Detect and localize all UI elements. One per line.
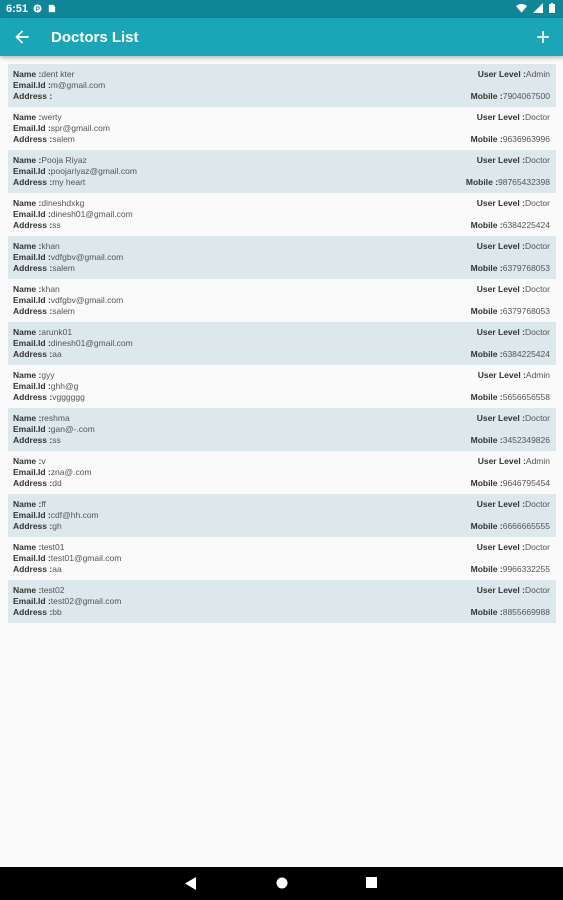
- app-bar: [0, 18, 563, 56]
- doctor-user-level-value: Admin: [525, 69, 550, 79]
- doctor-user-level-value: Admin: [525, 370, 550, 380]
- doctor-mobile-label: Mobile :: [470, 478, 503, 488]
- doctor-email-value: vdfgbv@gmail.com: [50, 252, 124, 262]
- doctor-name-label: Name :: [13, 542, 42, 552]
- doctor-name: [13, 413, 70, 423]
- doctor-user-level-label: User Level :: [476, 542, 525, 552]
- doctor-email: [13, 424, 95, 434]
- doctor-name-label: Name :: [13, 456, 42, 466]
- doctor-mobile-label: Mobile :: [465, 177, 498, 187]
- doctor-list-item[interactable]: [8, 494, 556, 537]
- doctor-email-value: spr@gmail.com: [50, 123, 110, 133]
- doctor-address: [13, 435, 61, 445]
- doctor-mobile-value: 5656656558: [502, 392, 550, 402]
- doctor-email-label: Email.Id :: [13, 252, 51, 262]
- doctor-user-level: [477, 327, 550, 337]
- sim-card-icon: [47, 4, 56, 13]
- doctor-mobile: [471, 478, 550, 488]
- doctor-address-value: vgggggg: [52, 392, 85, 402]
- doctor-user-level: [477, 241, 550, 251]
- doctor-user-level-label: User Level :: [477, 456, 526, 466]
- status-time: 6:51: [6, 3, 29, 15]
- doctor-email-value: zna@.com: [50, 467, 92, 477]
- doctor-user-level: [477, 198, 550, 208]
- doctor-email: [13, 209, 133, 219]
- doctor-email-label: Email.Id :: [13, 295, 51, 305]
- doctor-mobile: [471, 392, 550, 402]
- doctor-name-label: Name :: [13, 198, 42, 208]
- doctor-email-value: dinesh01@gmail.com: [50, 209, 133, 219]
- doctor-address: [13, 392, 85, 402]
- navigation-bar: [0, 867, 563, 900]
- doctor-name-label: Name :: [13, 499, 42, 509]
- doctor-mobile-label: Mobile :: [470, 392, 503, 402]
- doctor-email-label: Email.Id :: [13, 166, 51, 176]
- doctor-address-label: Address :: [13, 306, 53, 316]
- doctor-address-label: Address :: [13, 607, 53, 617]
- doctor-email: [13, 467, 92, 477]
- doctor-user-level: [478, 456, 550, 466]
- doctor-address-value: gh: [52, 521, 62, 531]
- doctor-address-label: Address :: [13, 478, 53, 488]
- doctor-name-label: Name :: [13, 241, 42, 251]
- doctor-mobile-label: Mobile :: [470, 263, 503, 273]
- doctor-user-level-label: User Level :: [476, 327, 525, 337]
- doctor-name-value: arunk01: [41, 327, 73, 337]
- doctor-address-label: Address :: [13, 91, 53, 101]
- doctor-email-label: Email.Id :: [13, 80, 51, 90]
- doctor-list-item[interactable]: [8, 537, 556, 580]
- doctor-mobile-label: Mobile :: [470, 564, 503, 574]
- doctor-name-value: khan: [41, 241, 60, 251]
- doctor-mobile: [471, 349, 550, 359]
- doctor-user-level-value: Doctor: [524, 327, 550, 337]
- doctor-name-value: werty: [41, 112, 62, 122]
- doctor-address-value: aa: [52, 564, 62, 574]
- doctor-mobile-value: 6384225424: [502, 220, 550, 230]
- doctor-email-value: vdfgbv@gmail.com: [50, 295, 124, 305]
- doctor-user-level-value: Doctor: [524, 155, 550, 165]
- doctor-mobile-label: Mobile :: [470, 607, 503, 617]
- doctor-email-label: Email.Id :: [13, 553, 51, 563]
- doctor-user-level-label: User Level :: [476, 198, 525, 208]
- doctor-user-level-value: Doctor: [524, 198, 550, 208]
- doctor-name-label: Name :: [13, 284, 42, 294]
- doctor-user-level-label: User Level :: [476, 155, 525, 165]
- doctor-address-label: Address :: [13, 521, 53, 531]
- doctor-address-label: Address :: [13, 134, 53, 144]
- doctor-user-level-label: User Level :: [476, 499, 525, 509]
- doctor-list-item[interactable]: [8, 451, 556, 494]
- doctor-name-label: Name :: [13, 69, 42, 79]
- doctor-mobile: [471, 521, 550, 531]
- doctor-name-label: Name :: [13, 370, 42, 380]
- page-title: Doctors List: [51, 29, 139, 46]
- doctor-user-level: [477, 542, 550, 552]
- doctor-name-label: Name :: [13, 155, 42, 165]
- doctor-email: [13, 166, 137, 176]
- doctor-list-item[interactable]: [8, 322, 556, 365]
- doctor-user-level-value: Admin: [525, 456, 550, 466]
- doctor-list-item[interactable]: [8, 193, 556, 236]
- doctor-name: [13, 585, 65, 595]
- doctor-address: [13, 521, 62, 531]
- doctor-email: [13, 553, 121, 563]
- doctor-email-label: Email.Id :: [13, 381, 51, 391]
- doctor-address-value: ss: [52, 435, 61, 445]
- doctor-mobile: [471, 220, 550, 230]
- doctor-email-label: Email.Id :: [13, 424, 51, 434]
- doctor-email: [13, 510, 99, 520]
- doctor-mobile: [471, 263, 550, 273]
- doctor-mobile-label: Mobile :: [470, 349, 503, 359]
- doctor-email-label: Email.Id :: [13, 338, 51, 348]
- doctor-user-level-value: Doctor: [524, 542, 550, 552]
- doctor-address: [13, 134, 75, 144]
- doctor-user-level-value: Doctor: [524, 284, 550, 294]
- doctor-address-value: salem: [52, 306, 75, 316]
- doctor-user-level-value: Doctor: [524, 241, 550, 251]
- status-bar: [0, 0, 563, 18]
- add-icon[interactable]: [533, 27, 553, 47]
- doctor-address-value: dd: [52, 478, 62, 488]
- doctor-user-level-value: Doctor: [524, 413, 550, 423]
- doctor-address-value: my heart: [52, 177, 86, 187]
- doctor-name: [13, 155, 87, 165]
- doctor-name: [13, 198, 84, 208]
- doctor-mobile-label: Mobile :: [470, 521, 503, 531]
- doctor-address-label: Address :: [13, 564, 53, 574]
- doctor-address-label: Address :: [13, 177, 53, 187]
- doctor-mobile-value: 3452349826: [502, 435, 550, 445]
- doctor-name-value: dineshdxkg: [41, 198, 85, 208]
- doctors-list: [8, 64, 556, 623]
- doctor-email: [13, 295, 123, 305]
- doctor-name: [13, 284, 60, 294]
- doctor-user-level-label: User Level :: [476, 112, 525, 122]
- doctor-user-level: [478, 69, 550, 79]
- doctor-email-value: poojariyaz@gmail.com: [50, 166, 137, 176]
- doctor-user-level-label: User Level :: [476, 413, 525, 423]
- doctor-name: [13, 112, 62, 122]
- doctor-user-level-label: User Level :: [476, 241, 525, 251]
- doctor-list-item[interactable]: [8, 365, 556, 408]
- recents-nav-icon[interactable]: [366, 877, 377, 888]
- doctor-email-value: cdf@hh.com: [50, 510, 99, 520]
- doctor-mobile: [466, 177, 550, 187]
- doctor-mobile-value: 9636963996: [502, 134, 550, 144]
- doctor-user-level-label: User Level :: [476, 284, 525, 294]
- doctor-email-value: gan@-.com: [50, 424, 95, 434]
- battery-icon: [549, 3, 555, 13]
- doctor-mobile: [471, 306, 550, 316]
- doctor-address-value: aa: [52, 349, 62, 359]
- doctor-address-label: Address :: [13, 392, 53, 402]
- doctor-mobile-label: Mobile :: [470, 220, 503, 230]
- doctor-name-value: test01: [41, 542, 65, 552]
- doctor-mobile-value: 6379768053: [502, 263, 550, 273]
- doctor-mobile-value: 6384225424: [502, 349, 550, 359]
- doctor-user-level: [477, 284, 550, 294]
- doctor-email-value: ghh@g: [50, 381, 79, 391]
- doctor-email: [13, 381, 78, 391]
- doctor-user-level-label: User Level :: [476, 585, 525, 595]
- doctor-name-value: dent kter: [41, 69, 75, 79]
- doctor-address: [13, 564, 62, 574]
- doctor-user-level: [477, 413, 550, 423]
- doctor-name: [13, 241, 60, 251]
- doctor-mobile-value: 7904067500: [502, 91, 550, 101]
- doctor-user-level: [478, 370, 550, 380]
- doctor-address-label: Address :: [13, 263, 53, 273]
- doctor-address: [13, 478, 62, 488]
- doctor-list-item[interactable]: [8, 150, 556, 193]
- svg-text:P: P: [35, 6, 40, 13]
- doctor-email-value: test01@gmail.com: [50, 553, 122, 563]
- doctor-list-item[interactable]: [8, 580, 556, 623]
- doctor-email-label: Email.Id :: [13, 209, 51, 219]
- doctor-mobile: [471, 91, 550, 101]
- doctor-email-value: m@gmail.com: [50, 80, 106, 90]
- doctor-name: [13, 499, 46, 509]
- doctor-list-item[interactable]: [8, 408, 556, 451]
- doctor-name: [13, 456, 46, 466]
- doctor-name-value: reshma: [41, 413, 70, 423]
- doctor-mobile-label: Mobile :: [470, 91, 503, 101]
- doctor-email: [13, 596, 121, 606]
- doctor-address-label: Address :: [13, 220, 53, 230]
- doctor-address: [13, 91, 52, 101]
- doctor-mobile-value: 9646795454: [502, 478, 550, 488]
- doctor-name: [13, 370, 55, 380]
- doctor-name-value: Pooja Riyaz: [41, 155, 87, 165]
- doctor-mobile-value: 9966332255: [502, 564, 550, 574]
- back-nav-icon[interactable]: [185, 877, 197, 890]
- doctor-address-value: bb: [52, 607, 62, 617]
- doctor-user-level-value: Doctor: [524, 112, 550, 122]
- doctor-name: [13, 327, 72, 337]
- doctor-mobile-value: 6379768053: [502, 306, 550, 316]
- wifi-icon: [516, 3, 527, 13]
- doctor-email: [13, 338, 133, 348]
- doctor-address-label: Address :: [13, 349, 53, 359]
- doctor-mobile: [471, 435, 550, 445]
- doctor-list-item[interactable]: [8, 236, 556, 279]
- doctor-address-value: salem: [52, 263, 75, 273]
- home-nav-icon[interactable]: [276, 877, 288, 889]
- doctor-name-label: Name :: [13, 112, 42, 122]
- doctor-address: [13, 349, 62, 359]
- doctor-mobile-label: Mobile :: [470, 435, 503, 445]
- doctor-mobile-value: 6666665555: [502, 521, 550, 531]
- doctor-name-value: v: [41, 456, 46, 466]
- doctor-name-label: Name :: [13, 585, 42, 595]
- doctor-name-label: Name :: [13, 327, 42, 337]
- doctor-address-value: ss: [52, 220, 61, 230]
- doctor-mobile: [471, 134, 550, 144]
- doctor-list-item[interactable]: [8, 107, 556, 150]
- doctor-user-level: [477, 585, 550, 595]
- doctor-list-item[interactable]: [8, 279, 556, 322]
- doctor-address: [13, 177, 85, 187]
- doctor-email-value: test02@gmail.com: [50, 596, 122, 606]
- doctor-mobile: [471, 564, 550, 574]
- doctor-email: [13, 123, 110, 133]
- doctor-user-level-value: Doctor: [524, 585, 550, 595]
- doctor-mobile-label: Mobile :: [470, 134, 503, 144]
- doctor-email-label: Email.Id :: [13, 123, 51, 133]
- doctor-email-label: Email.Id :: [13, 596, 51, 606]
- doctor-email-value: dinesh01@gmail.com: [50, 338, 133, 348]
- doctor-name: [13, 69, 74, 79]
- doctor-mobile: [471, 607, 550, 617]
- cell-signal-icon: [533, 3, 543, 13]
- doctor-name: [13, 542, 65, 552]
- doctor-user-level: [477, 499, 550, 509]
- doctor-user-level-value: Doctor: [524, 499, 550, 509]
- doctor-name-label: Name :: [13, 413, 42, 423]
- doctor-address: [13, 306, 75, 316]
- back-arrow-icon[interactable]: [12, 27, 32, 47]
- doctor-mobile-value: 98765432398: [497, 177, 550, 187]
- doctor-mobile-value: 8855669988: [502, 607, 550, 617]
- doctor-mobile-label: Mobile :: [470, 306, 503, 316]
- doctor-email: [13, 252, 123, 262]
- doctor-address-value: salem: [52, 134, 75, 144]
- doctor-user-level: [477, 155, 550, 165]
- doctor-user-level: [477, 112, 550, 122]
- doctor-name-value: ff: [41, 499, 46, 509]
- doctor-address: [13, 263, 75, 273]
- doctor-name-value: khan: [41, 284, 60, 294]
- doctor-address: [13, 607, 62, 617]
- doctor-user-level-label: User Level :: [477, 69, 526, 79]
- doctor-email: [13, 80, 105, 90]
- doctor-address: [13, 220, 61, 230]
- notification-icon: [33, 4, 42, 13]
- doctor-list-item[interactable]: [8, 64, 556, 107]
- doctor-email-label: Email.Id :: [13, 510, 51, 520]
- doctor-address-label: Address :: [13, 435, 53, 445]
- doctor-email-label: Email.Id :: [13, 467, 51, 477]
- doctor-user-level-label: User Level :: [477, 370, 526, 380]
- doctor-name-value: gyy: [41, 370, 55, 380]
- doctor-name-value: test02: [41, 585, 65, 595]
